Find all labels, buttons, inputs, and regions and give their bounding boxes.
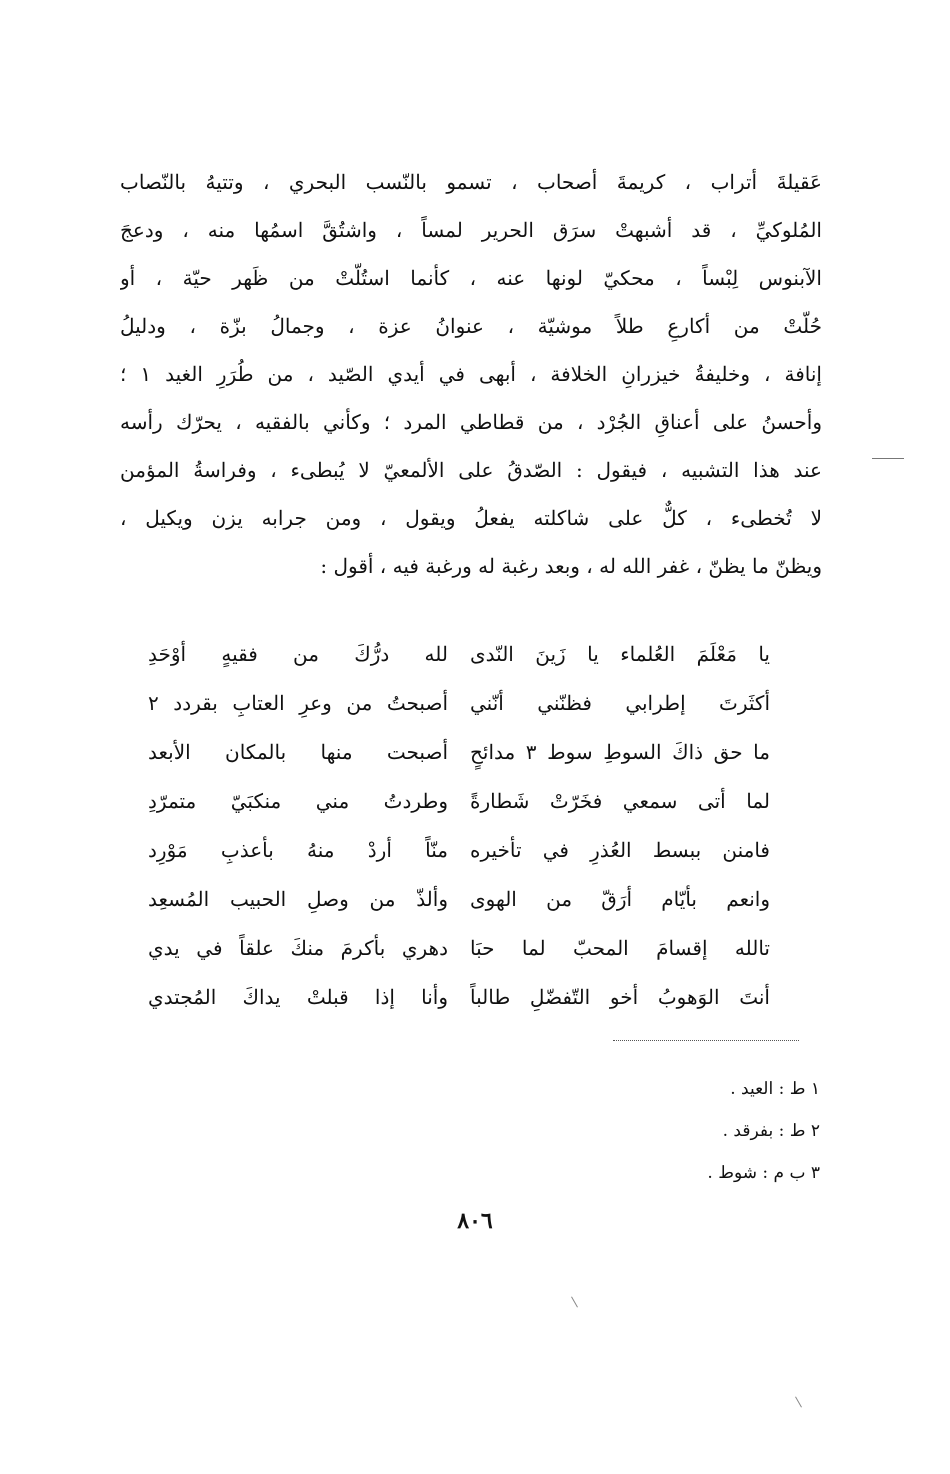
footnotes [500,1068,820,1194]
prose-line: إنافة ، وخليفةُ خيزرانِ الخلافة ، أبهى في أيدي الصّيد ، من طُرَرِ الغيد ١ ؛ [120,362,822,386]
poem-verse [148,728,770,777]
verse-first-hemistich: ما حق ذاكَ السوطِ سوط ٣ مدائحٍ [470,740,770,764]
verse-second-hemistich: أصبحتُ من وعرِ العتابِ بقردد ٢ [148,691,448,715]
verse-second-hemistich: وألذّ من وصلِ الحبيب المُسعِد [148,887,448,911]
scan-speck [571,1297,578,1308]
poem-verse [148,679,770,728]
poem-verse [148,630,770,679]
prose-line: وأحسنُ على أعناقِ الجُرْد ، من قطاطي المرد ؛ وكأني بالفقيه ، يحرّك رأسه [120,410,822,434]
prose-line: لا تُخطىء ، كلٌّ على شاكلته يفعلُ ويقول ، ومن جرابه يزن ويكيل ، [120,506,822,530]
poem-verse [148,875,770,924]
prose-paragraph [120,158,822,590]
verse-first-hemistich: فامنن ببسط العُذرِ في تأخيره [470,838,770,862]
prose-line: حُلّتْ من أكارعِ طلاً موشيّة ، عنوانُ عزة ، وجمالُ بزّة ، ودليلُ [120,314,822,338]
poem-verse [148,924,770,973]
footnote-divider [613,1040,799,1041]
poem-verse [148,973,770,1022]
verse-first-hemistich: لما أتى سمعي فخَرّتْ شَطارةً [470,789,770,813]
margin-mark [872,458,904,459]
verse-first-hemistich: أكثَرتَ إطرابي فظنّني أنّني [470,691,770,715]
footnote: ٢ ط : بفرقد . [722,1121,820,1141]
verse-second-hemistich: دهري بأكرمَ منكَ علقاً في يدي [148,936,448,960]
verse-second-hemistich: لله درُّكَ من فقيهٍ أوْحَدِ [148,642,448,666]
poem-verse [148,777,770,826]
verse-first-hemistich: أنتَ الوَهوبُ أخو التّفضّلِ طالباً [470,985,770,1009]
verse-second-hemistich: أصبحت منها بالمكان الأبعد [148,740,448,764]
verse-second-hemistich: منّاً أردْ منهُ بأعذبِ مَوْرِد [148,838,448,862]
footnote: ١ ط : العيد . [730,1079,820,1099]
prose-line: عَقيلةَ أتراب ، كريمةَ أصحاب ، تسمو بالنّسب البحري ، وتتيهُ بالنّصاب [120,170,822,194]
verse-second-hemistich: وأنا إذا قبلتْ يداكَ المُجتدي [148,985,448,1009]
page-number: ٨٠٦ [457,1208,493,1234]
poem-verse [148,826,770,875]
verse-first-hemistich: تالله إقسامَ المحبّ لما حبَا [470,936,770,960]
verse-first-hemistich: وانعم بأيّام أرَقّ من الهوى [470,887,770,911]
prose-line: ويظنّ ما يظنّ ، غفر الله له ، وبعد رغبة له ورغبة فيه ، أقول : [320,554,822,578]
verse-second-hemistich: وطردتُ مني منكبَيّ متمرّدِ [148,789,448,813]
prose-line: الآبنوس لِبْساً ، محكيّ لونها عنه ، كأنما استُلّتْ من ظَهر حيّة ، أو [120,266,822,290]
poem [148,630,770,1022]
scan-speck [795,1397,802,1408]
footnote: ٣ ب م : شوط . [707,1163,820,1183]
prose-line: المُلوكيِّ ، قد أشبهتْ سرَق الحرير لمساً ، واشتُقَّ اسمُها منه ، ودعجَ [120,218,822,242]
verse-first-hemistich: يا مَعْلَمَ العُلماء يا زَينَ النّدى [470,642,770,666]
prose-line: عند هذا التشبيه ، فيقول : الصّدقُ على الألمعيّ لا يُبطىء ، وفراسةُ المؤمن [120,458,822,482]
